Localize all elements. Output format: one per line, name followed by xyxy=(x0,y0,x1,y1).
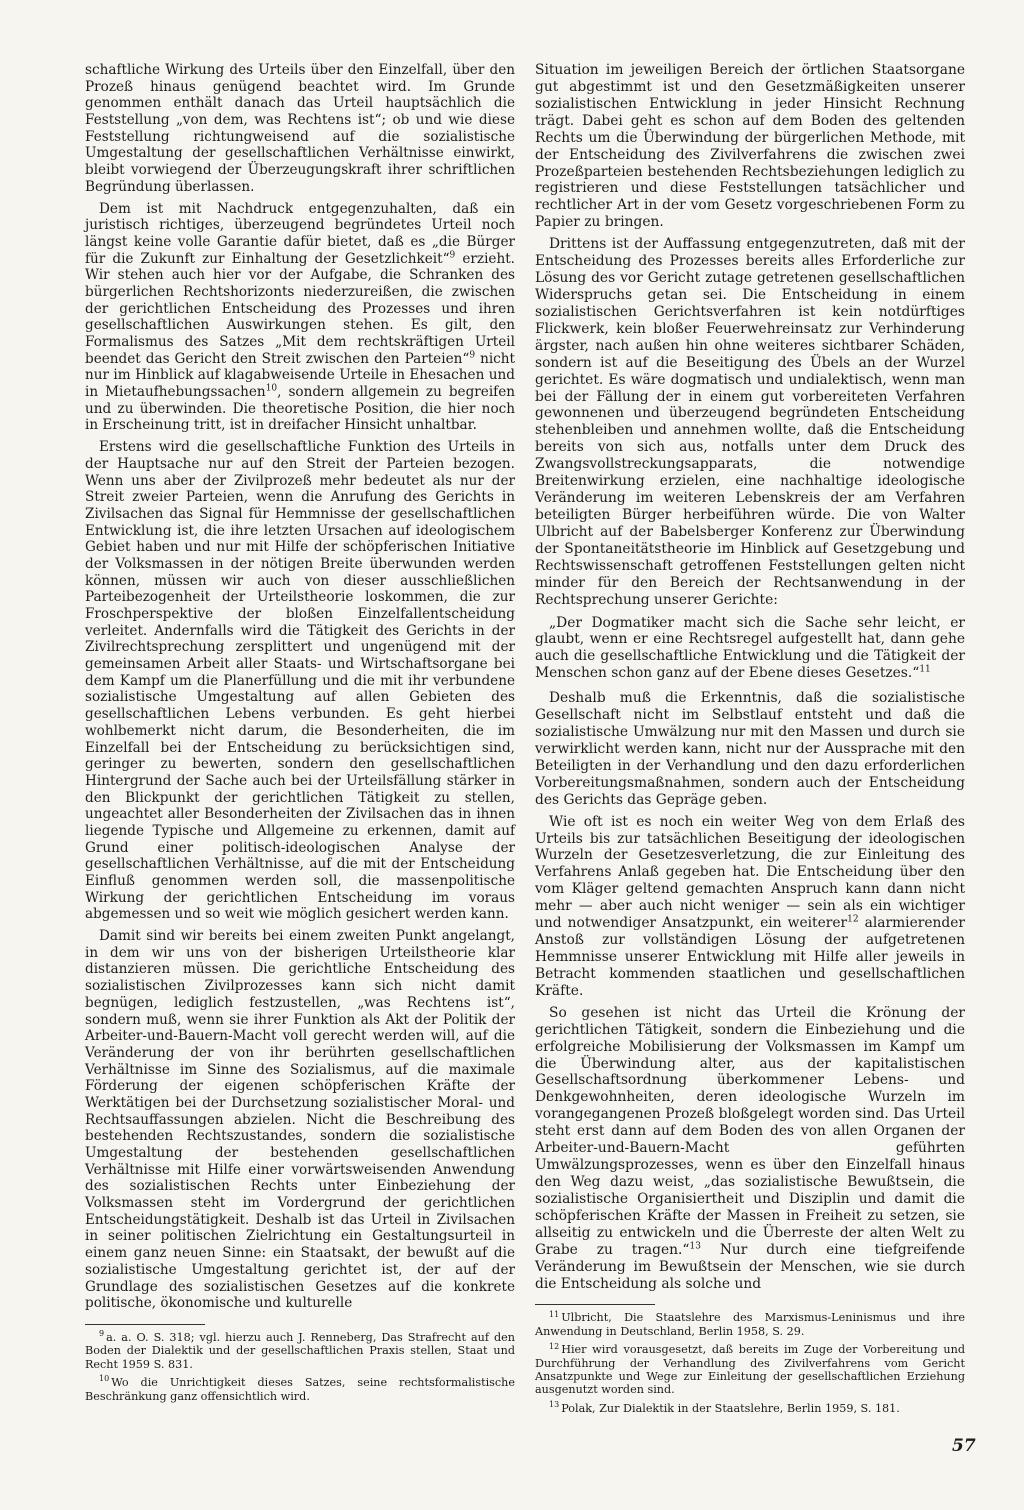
paragraph: Damit sind wir bereits bei einem zweiten Punkt angelangt, in dem wir uns von der bisherigen Urteilstheorie klar distanzieren müssen. Die gerichtliche Entscheidung des sozialistischen Zivilprozesses kann sich nicht damit begnügen, lediglich festzustellen, „was Rechtens ist“, sondern muß, wenn sie ihrer Funktion als Akt der Politik der Arbeiter-und-Bauern-Macht voll gerecht werden will, auf die Veränderung der von ihr berührten gesellschaftlichen Verhältnisse im Sinne des Sozialismus, auf die maximale Förderung der eigenen schöpferischen Kräfte der Werktätigen bei der Durchsetzung sozialistischer Moral- und Rechtsauffassungen abzielen. Nicht die Beschreibung des bestehenden Rechtszustandes, sondern die sozialistische Umgestaltung der bestehenden gesellschaftlichen Verhältnisse mit Hilfe einer vorwärtsweisenden Anwendung des sozialistischen Rechts unter Einbeziehung der Volksmassen steht im Vordergrund der gerichtlichen Entscheidungstätigkeit. Deshalb ist das Urteil in Zivilsachen in seiner politischen Zielrichtung ein Gestaltungsurteil in einem ganz neuen Sinne: ein Staatsakt, der bewußt auf die sozialistische Umgestaltung gerichtet ist, der auf der Grundlage des sozialistischen Gesetzes auf die konkrete politische, ökonomische und kulturelle xyxy=(85,928,515,1312)
footnote-divider xyxy=(85,1324,205,1325)
paragraph: Dem ist mit Nachdruck entgegenzuhalten, daß ein juristisch richtiges, überzeugend begründetes Urteil noch längst keine volle Garantie dafür bietet, daß es „die Bürger für die Zukunft zur Einhaltung der Gesetzlichkeit“$^9$ erzieht. Wir stehen auch hier vor der Aufgabe, die Schranken des bürgerlichen Rechtshorizonts niederzureißen, die zwischen der gerichtlichen Entscheidung des Prozesses und ihren gesellschaftlichen Auswirkungen stehen. Es gilt, den Formalismus des Satzes „Mit dem rechtskräftigen Urteil beendet das Gericht den Streit zwischen den Parteien“$^9$ nicht nur im Hinblick auf klagabweisende Urteile in Ehesachen und in Mietaufhebungssachen$^{10}$, sondern allgemein zu begreifen und zu überwinden. Die theoretische Position, die hier noch in Erscheinung tritt, ist in dreifacher Hinsicht unhaltbar. xyxy=(85,200,516,434)
paragraph: Deshalb muß die Erkenntnis, daß die sozialistische Gesellschaft nicht im Selbstlauf entsteht und daß die sozialistische Umwälzung nur mit den Massen und durch sie verwirklicht werden kann, nicht nur der Aussprache mit den Beteiligten in der Verhandlung und den dazu erforderlichen Vorbereitungsmaßnahmen, sondern auch der Entscheidung des Gerichts das Gepräge geben. xyxy=(535,690,965,808)
footnote-ref: 13 xyxy=(689,1241,701,1252)
paragraph: schaftliche Wirkung des Urteils über den Einzelfall, über den Prozeß hinaus genügend beachtet wird. Im Grunde genommen enthält danach das Urteil hauptsächlich die Feststellung „von dem, was Rechtens ist“; ob und wie diese Feststellung richtungweisend auf die sozialistische Umgestaltung der gesellschaftlichen Verhältnisse einwirkt, bleibt vorwiegend der Überzeugungskraft ihrer schriftlichen Begründung überlassen. xyxy=(85,62,515,195)
right-column xyxy=(535,62,965,1420)
footnote: $^{13}$ Polak, Zur Dialektik in der Staatslehre, Berlin 1959, S. 181. xyxy=(549,1400,900,1415)
footnote: $^{11}$ Ulbricht, Die Staatslehre des Marxismus-Leninismus und ihre Anwendung in Deutschland, Berlin 1958, S. 29. xyxy=(535,1309,965,1338)
paragraph: Erstens wird die gesellschaftliche Funktion des Urteils in der Hauptsache nur auf den Streit der Parteien bezogen. Wenn uns aber der Zivilprozeß mehr bedeutet als nur der Streit zweier Parteien, wenn die Anrufung des Gerichts in Zivilsachen das Signal für Hemmnisse der gesellschaftlichen Entwicklung ist, die ihre letzten Ursachen auf ideologischem Gebiet haben und nur mit Hilfe der schöpferischen Initiative der Volksmassen in der nötigen Breite überwunden werden können, müssen wir auch von dieser ausschließlichen Parteibezogenheit der Urteilstheorie loskommen, die zur Froschperspektive der bloßen Einzelfallentscheidung verleitet. Andernfalls wird die Tätigkeit des Gerichts in der Zivilrechtsprechung zersplittert und ungenügend mit der gemeinsamen Arbeit aller Staats- und Wirtschaftsorgane bei dem Kampf um die Planerfüllung und die mit ihr verbundene sozialistische Umgestaltung auf allen Gebieten des gesellschaftlichen Lebens verbunden. Es geht hierbei wohlbemerkt nicht darum, die Besonderheiten, die im Einzelfall bei der Entscheidung zu berücksichtigen sind, geringer zu bewerten, sondern den gesellschaftlichen Hintergrund der Sache auch bei der Urteilsfällung stärker in den Blickpunkt der gerichtlichen Tätigkeit zu stellen, ungeachtet aller Besonderheiten der Zivilsachen das in ihnen liegende Typische und Allgemeine zu erkennen, damit auf Grund einer politisch-ideologischen Analyse der gesellschaftlichen Verhältnisse, auf die mit der Entscheidung Einfluß genommen werden soll, die massenpolitische Wirkung der gerichtlichen Entscheidung im voraus abgemessen und so weit wie möglich gesichert werden kann. xyxy=(85,439,515,923)
page-number: 57 xyxy=(952,1436,976,1456)
footnote-ref: 10 xyxy=(265,383,278,394)
paragraph: So gesehen ist nicht das Urteil die Krönung der gerichtlichen Tätigkeit, sondern die Einbeziehung und die erfolgreiche Mobilisierung der Volksmassen im Kampf um die Überwindung alter, aus der kapitalistischen Gesellschaftsordnung überkommener Lebens- und Denkgewohnheiten, deren ideologische Wurzeln im vorangegangenen Prozeß bloßgelegt worden sind. Das Urteil steht erst dann auf dem Boden des von allen Organen der Arbeiter-und-Bauern-Macht geführten Umwälzungsprozesses, wenn es über den Einzelfall hinaus den Weg dazu weist, „das sozialistische Bewußtsein, die sozialistische Organisiertheit und Disziplin und damit die schöpferischen Kräfte der Massen in Freiheit zu setzen, sie allseitig zu entwickeln und die Überreste der alten Welt zu Grabe zu tragen.“$^{13}$ Nur durch eine tiefgreifende Veränderung im Bewußtsein der Menschen, wie sie durch die Entscheidung als solche und xyxy=(535,1004,965,1292)
footnote: $^{10}$ Wo die Unrichtigkeit dieses Satzes, seine rechtsformalistische Beschränkung ganz offensichtlich wird. xyxy=(85,1374,515,1403)
footnote-ref: 12 xyxy=(847,914,859,925)
footnote-ref: 11 xyxy=(919,664,931,675)
paragraph: Drittens ist der Auffassung entgegenzutreten, daß mit der Entscheidung des Prozesses bereits alles Erforderliche zur Lösung des vor Gericht zutage getretenen gesellschaftlichen Widerspruchs getan sei. Die Entscheidung in einem sozialistischen Gerichtsverfahren ist kein notdürftiges Flickwerk, kein bloßer Feuerwehreinsatz zur Verhinderung ärgster, nach außen hin ohne weiteres sichtbarer Schäden, sondern ist auf die Beseitigung des Übels an der Wurzel gerichtet. Es wäre dogmatisch und undialektisch, wenn man bei der Fällung der in einem gut vorbereiteten Verfahren gewonnenen und überzeugend begründeten Entscheidung stehenbleiben und annehmen wollte, daß die Entscheidung bereits von sich aus, notfalls unter dem Druck des Zwangsvollstreckungsapparats, die notwendige Breitenwirkung erzielen, eine nachhaltige ideologische Veränderung im weiteren Lebenskreis der am Verfahren beteiligten Bürger herbeiführen würde. Die von Walter Ulbricht auf der Babelsberger Konferenz zur Überwindung der Spontaneitätstheorie im Hinblick auf Gesetzgebung und Rechtswissenschaft getroffenen Feststellungen gelten nicht minder für den Bereich der Rechtsanwendung in der Rechtsprechung unserer Gerichte: xyxy=(535,236,965,608)
paragraph: Situation im jeweiligen Bereich der örtlichen Staatsorgane gut abgestimmt ist und den Gesetzmäßigkeiten unserer sozialistischen Entwicklung in jeder Hinsicht Rechnung trägt. Dabei geht es schon auf dem Boden des geltenden Rechts um die Überwindung der bürgerlichen Methode, mit der Entscheidung des Zivilverfahrens die zwischen zwei Prozeßparteien bestehenden Rechtsbeziehungen lediglich zu registrieren und diese Feststellungen tatsächlicher und rechtlicher Art in der vom Gesetz vorgeschriebenen Form zu Papier zu bringen. xyxy=(535,62,965,231)
footnote: $^{12}$ Hier wird vorausgesetzt, daß bereits im Zuge der Vorbereitung und Durchführung der Verhandlung des Zivilverfahrens vom Gericht Ansatzpunkte und Wege zur Einleitung der gesellschaftlichen Erziehung ausgenutzt worden sind. xyxy=(535,1341,965,1397)
left-column xyxy=(85,62,515,1408)
footnote-divider xyxy=(535,1304,655,1305)
block-quote: „Der Dogmatiker macht sich die Sache sehr leicht, er glaubt, wenn er eine Rechtsregel aufgestellt hat, dann gehe auch die gesellschaftliche Entwicklung und die Tätigkeit der Menschen schon ganz auf der Ebene dieses Gesetzes.“$^{11}$ xyxy=(535,614,965,682)
footnote-ref: 9 xyxy=(449,250,456,261)
footnote: $^9$ a. a. O. S. 318; vgl. hierzu auch J. Renneberg, Das Strafrecht auf den Boden der Dialektik und der gesellschaftlichen Praxis stellen, Staat und Recht 1959 S. 831. xyxy=(85,1329,515,1371)
paragraph: Wie oft ist es noch ein weiter Weg von dem Erlaß des Urteils bis zur tatsächlichen Beseitigung der ideologischen Wurzeln der Gesetzesverletzung, die zur Einleitung des Verfahrens Anlaß gegeben hat. Die Entscheidung über den vom Kläger geltend gemachten Anspruch kann dann nicht mehr — aber auch nicht weniger — sein als ein wichtiger und notwendiger Ansatzpunkt, ein weiterer$^{12}$ alarmierender Anstoß zur vollständigen Lösung der aufgetretenen Hemmnisse unserer Entwicklung mit Hilfe aller jeweils in Betracht kommenden staatlichen und gesellschaftlichen Kräfte. xyxy=(535,813,965,999)
footnote-ref: 9 xyxy=(469,350,476,361)
